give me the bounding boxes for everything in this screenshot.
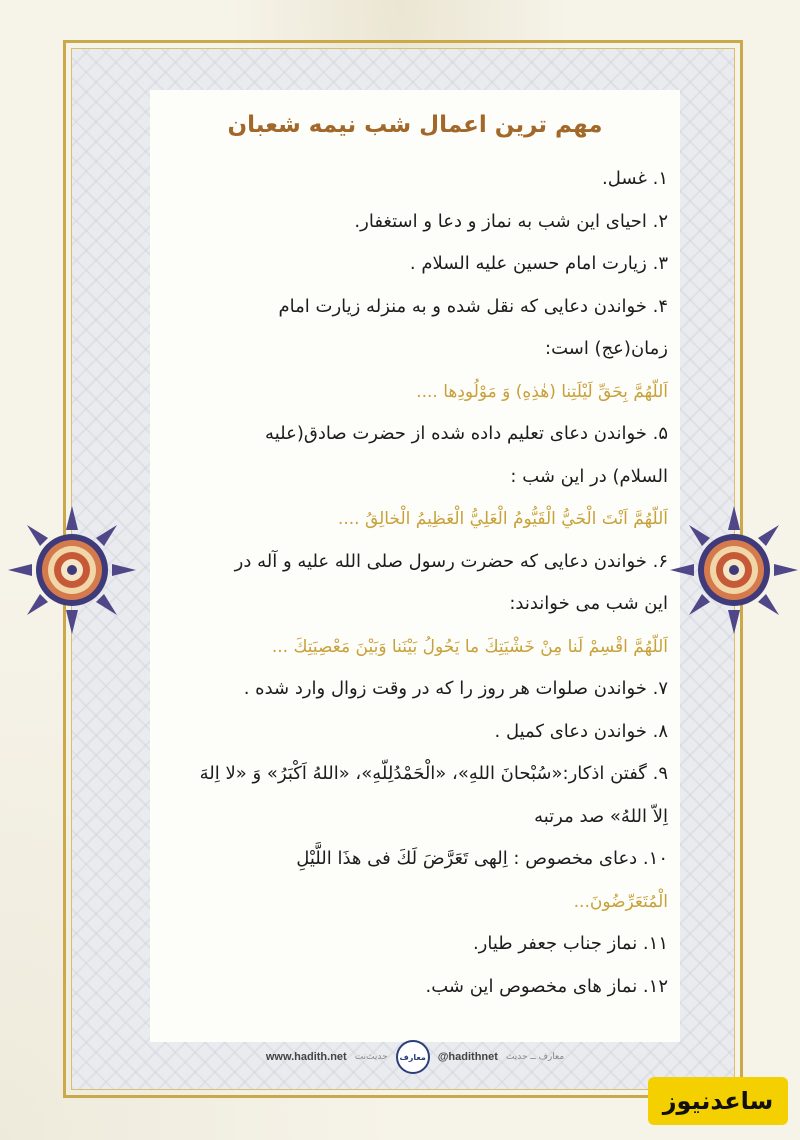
list-item: ۲. احیای این شب به نماز و دعا و استغفار. xyxy=(354,210,668,232)
page-title: مهم ترین اعمال شب نیمه شعبان xyxy=(227,112,603,138)
dua-text: اَللّهُمَّ اقْسِمْ لَنا مِنْ خَشْيَتِكَ ما يَحُولُ بَيْنَنا وَبَيْنَ مَعْصِيَتِكَ ... xyxy=(271,636,668,657)
list-item: ۳. زیارت امام حسین علیه السلام . xyxy=(409,253,668,274)
list-item: ۷. خواندن صلوات هر روز را که در وقت زوال وارد شده . xyxy=(243,678,668,699)
left-rosette-ornament xyxy=(6,504,138,636)
list-item: ۱۱. نماز جناب جعفر طیار. xyxy=(472,933,668,954)
list-item: ۴. خواندن دعایی که نقل شده و به منزله زیارت امام xyxy=(278,295,668,317)
list-item: ۹. گفتن اذکار:«سُبْحانَ اللهِ»، «الْحَمْدُلِلّهِ»، «اللهُ اَكْبَرُ» وَ «لا اِلهَ xyxy=(199,763,668,784)
footer-handle[interactable]: @hadithnet xyxy=(437,1051,498,1063)
list-item: این شب می خواندند: xyxy=(509,593,668,614)
footer-site-link[interactable]: www.hadith.net xyxy=(265,1051,347,1063)
deeds-list xyxy=(168,158,668,1008)
list-item: ۸. خواندن دعای کمیل . xyxy=(494,720,668,742)
list-item: ۱۰. دعای مخصوص : اِلهى تَعَرَّضَ لَكَ فى هذَا اللَّيْلِ xyxy=(296,848,668,869)
list-item: زمان(عج) است: xyxy=(545,338,668,359)
saednews-watermark: ساعدنیوز xyxy=(648,1077,788,1125)
right-rosette-ornament xyxy=(668,504,800,636)
dua-text: اَللّهُمَّ بِحَقِّ لَيْلَتِنا (هٰذِهِ) وَ مَوْلُودِها .... xyxy=(416,381,668,402)
dua-text: اَللّهُمَّ اَنْتَ الْحَيُّ الْقَيُّومُ الْعَلِيُّ الْعَظِيمُ الْخالِقُ .... xyxy=(337,509,668,529)
footer-brand: معارف ــ حدیث xyxy=(505,1052,565,1062)
dua-text: الْمُتَعَرِّضُونَ... xyxy=(573,891,668,912)
list-item: اِلاّ اللهُ» صد مرتبه xyxy=(534,805,668,827)
list-item: ۱. غسل. xyxy=(602,168,668,189)
hadith-logo-icon: معارف xyxy=(396,1040,430,1074)
list-item: السلام) در این شب : xyxy=(510,465,668,487)
footer xyxy=(150,1042,680,1072)
list-item: ۵. خواندن دعای تعلیم داده شده از حضرت صادق(علیه xyxy=(265,423,668,444)
footer-site-fa: حدیث‌نت xyxy=(354,1052,388,1062)
list-item: ۱۲. نماز های مخصوص این شب. xyxy=(425,975,668,997)
list-item: ۶. خواندن دعایی که حضرت رسول صلی الله علیه و آله در xyxy=(234,550,668,572)
